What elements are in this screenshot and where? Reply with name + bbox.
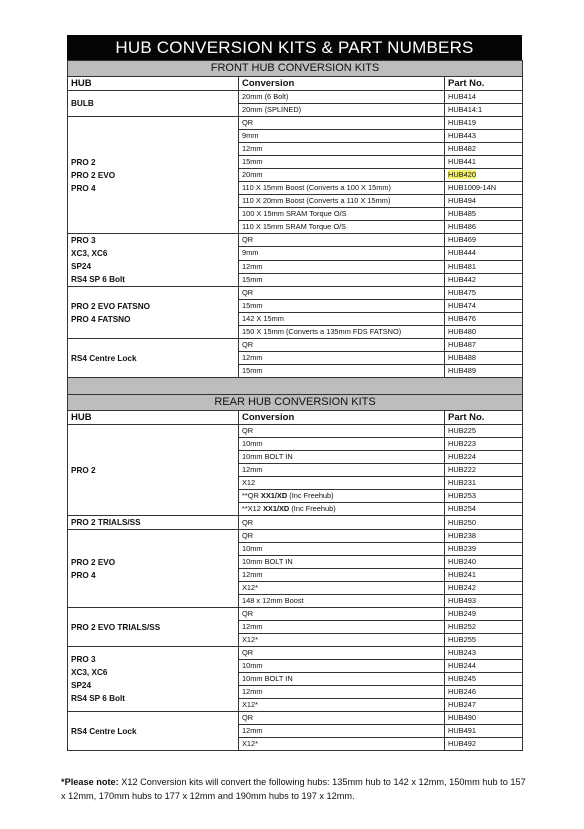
conversion-cell: 142 X 15mm	[239, 313, 445, 326]
conversion-cell: 110 X 15mm Boost (Converts a 100 X 15mm)	[239, 182, 445, 195]
part-number-cell: HUB222	[445, 464, 523, 477]
hub-name-cell	[68, 339, 239, 378]
part-number-cell: HUB254	[445, 503, 523, 516]
conversion-cell: X12*	[239, 738, 445, 751]
conversion-cell: 148 x 12mm Boost	[239, 595, 445, 608]
part-number-cell: HUB255	[445, 634, 523, 647]
part-number-cell: HUB476	[445, 313, 523, 326]
part-number-cell: HUB482	[445, 143, 523, 156]
conversion-cell: QR	[239, 287, 445, 300]
conversion-cell: QR	[239, 234, 445, 247]
conversion-cell: 15mm	[239, 300, 445, 313]
conversion-cell: X12*	[239, 634, 445, 647]
hub-name: PRO 2	[71, 465, 96, 475]
hub-name: PRO 2 EVO	[71, 170, 116, 180]
footnote-text: X12 Conversion kits will convert the following hubs: 135mm hub to 142 x 12mm, 150mm hub to 157 x 12mm, 170mm hubs to 177 x 12mm and 190mm hubs to 197 x 12mm.	[61, 777, 526, 801]
conversion-cell: 20mm	[239, 169, 445, 182]
part-number-cell: HUB492	[445, 738, 523, 751]
conversion-cell: 10mm BOLT IN	[239, 556, 445, 569]
part-number-cell: HUB241	[445, 569, 523, 582]
table-row	[68, 425, 523, 438]
table-row	[68, 287, 523, 300]
hub-name: XC3, XC6	[71, 249, 108, 258]
hub-name-cell	[68, 91, 239, 117]
hub-name-cell	[68, 530, 239, 608]
part-number-cell: HUB414	[445, 91, 523, 104]
part-number-cell: HUB491	[445, 725, 523, 738]
part-number-cell: HUB250	[445, 516, 523, 530]
part-number-cell: HUB490	[445, 712, 523, 725]
rear-col-hub: HUB	[68, 411, 239, 425]
conversion-cell: 110 X 20mm Boost (Converts a 110 X 15mm)	[239, 195, 445, 208]
footnote	[61, 775, 531, 803]
part-number-cell: HUB243	[445, 647, 523, 660]
hub-name: PRO 4 FATSNO	[71, 314, 131, 324]
part-number-cell: HUB475	[445, 287, 523, 300]
footnote-label: *Please note:	[61, 777, 119, 787]
rear-col-part-no: Part No.	[445, 411, 523, 425]
highlighted-part-number: HUB420	[448, 170, 476, 179]
conversion-cell: 12mm	[239, 569, 445, 582]
table-row	[68, 117, 523, 130]
bold-fragment: XX1/XD	[262, 504, 290, 513]
conversion-cell: 9mm	[239, 247, 445, 260]
part-number-cell: HUB225	[445, 425, 523, 438]
conversion-cell: 10mm	[239, 660, 445, 673]
hub-name: RS4 SP 6 Bolt	[71, 694, 125, 703]
conversion-cell: 100 X 15mm SRAM Torque O/S	[239, 208, 445, 221]
part-number-cell: HUB485	[445, 208, 523, 221]
part-number-cell: HUB252	[445, 621, 523, 634]
table-row	[68, 608, 523, 621]
front-col-hub: HUB	[68, 77, 239, 91]
conversion-cell: 110 X 15mm SRAM Torque O/S	[239, 221, 445, 234]
conversion-cell: QR	[239, 608, 445, 621]
conversion-cell: 10mm BOLT IN	[239, 451, 445, 464]
conversion-cell: **X12 XX1/XD (Inc Freehub)	[239, 503, 445, 516]
hub-name: PRO 4	[71, 183, 96, 193]
part-number-cell: HUB486	[445, 221, 523, 234]
conversion-cell: X12*	[239, 582, 445, 595]
hub-name: XC3, XC6	[71, 668, 108, 677]
conversion-cell: X12	[239, 477, 445, 490]
hub-name: RS4 SP 6 Bolt	[71, 275, 125, 284]
hub-name-cell	[68, 234, 239, 287]
conversion-cell: QR	[239, 647, 445, 660]
hub-name: SP24	[71, 681, 92, 690]
hub-name-cell	[68, 608, 239, 647]
part-number-cell: HUB238	[445, 530, 523, 543]
part-number-cell: HUB414:1	[445, 104, 523, 117]
hub-name-cell	[68, 647, 239, 712]
hub-name-cell	[68, 287, 239, 339]
conversion-cell: 12mm	[239, 686, 445, 699]
conversion-cell: 12mm	[239, 725, 445, 738]
part-number-cell: HUB481	[445, 260, 523, 273]
hub-name: PRO 3	[71, 655, 96, 664]
hub-name: RS4 Centre Lock	[71, 353, 137, 363]
hub-name: RS4 Centre Lock	[71, 726, 137, 736]
part-number-cell: HUB246	[445, 686, 523, 699]
conversion-cell: QR	[239, 712, 445, 725]
conversion-cell: QR	[239, 339, 445, 352]
hub-name-cell	[68, 425, 239, 516]
hub-name: PRO 2 EVO FATSNO	[71, 301, 151, 311]
rear-section-heading: REAR HUB CONVERSION KITS	[68, 395, 523, 411]
conversion-cell: 10mm	[239, 543, 445, 556]
hub-name-cell	[68, 516, 239, 530]
conversion-cell: 15mm	[239, 156, 445, 169]
part-number-cell: HUB493	[445, 595, 523, 608]
part-number-cell: HUB474	[445, 300, 523, 313]
front-section	[68, 61, 523, 378]
part-number-cell: HUB488	[445, 352, 523, 365]
part-number-cell	[445, 169, 523, 182]
conversion-cell: 10mm BOLT IN	[239, 673, 445, 686]
front-col-conversion: Conversion	[239, 77, 445, 91]
front-col-part-no: Part No.	[445, 77, 523, 91]
hub-name: PRO 2 TRIALS/SS	[71, 518, 141, 527]
table-row	[68, 712, 523, 725]
section-spacer	[68, 378, 523, 395]
part-number-cell: HUB444	[445, 247, 523, 260]
table-row	[68, 339, 523, 352]
hub-name: PRO 4	[71, 570, 96, 580]
conversion-cell: 20mm (SPLINED)	[239, 104, 445, 117]
hub-name-cell	[68, 712, 239, 751]
part-number-cell: HUB242	[445, 582, 523, 595]
conversion-cell: 12mm	[239, 464, 445, 477]
conversion-cell: QR	[239, 425, 445, 438]
part-number-cell: HUB443	[445, 130, 523, 143]
part-number-cell: HUB441	[445, 156, 523, 169]
conversion-cell: 10mm	[239, 438, 445, 451]
hub-name-cell	[68, 117, 239, 234]
part-number-cell: HUB489	[445, 365, 523, 378]
table-row	[68, 234, 523, 247]
hub-name: PRO 3	[71, 236, 96, 245]
part-number-cell: HUB419	[445, 117, 523, 130]
hub-name: PRO 2	[71, 157, 96, 167]
bold-fragment: XX1/XD	[260, 491, 288, 500]
part-number-cell: HUB469	[445, 234, 523, 247]
conversion-cell: 12mm	[239, 621, 445, 634]
front-section-heading: FRONT HUB CONVERSION KITS	[68, 61, 523, 77]
part-number-cell: HUB494	[445, 195, 523, 208]
part-number-cell: HUB224	[445, 451, 523, 464]
hub-name: PRO 2 EVO	[71, 557, 116, 567]
part-number-cell: HUB1009-14N	[445, 182, 523, 195]
part-number-cell: HUB239	[445, 543, 523, 556]
hub-name: BULB	[71, 99, 94, 108]
conversion-cell: 12mm	[239, 260, 445, 273]
rear-col-conversion: Conversion	[239, 411, 445, 425]
part-number-cell: HUB253	[445, 490, 523, 503]
conversion-cell: 15mm	[239, 273, 445, 286]
table-row	[68, 91, 523, 104]
table-row	[68, 530, 523, 543]
spacer-cell	[68, 378, 523, 395]
part-number-cell: HUB480	[445, 326, 523, 339]
conversion-table	[67, 60, 523, 751]
conversion-cell: 12mm	[239, 352, 445, 365]
conversion-cell: X12*	[239, 699, 445, 712]
conversion-cell: 15mm	[239, 365, 445, 378]
part-number-cell: HUB245	[445, 673, 523, 686]
part-number-cell: HUB231	[445, 477, 523, 490]
part-number-cell: HUB487	[445, 339, 523, 352]
part-number-cell: HUB247	[445, 699, 523, 712]
table-row	[68, 647, 523, 660]
hub-conversion-sheet	[67, 35, 522, 751]
conversion-cell: 9mm	[239, 130, 445, 143]
part-number-cell: HUB442	[445, 273, 523, 286]
conversion-cell: QR	[239, 530, 445, 543]
page-title: HUB CONVERSION KITS & PART NUMBERS	[67, 35, 522, 60]
table-row	[68, 516, 523, 530]
part-number-cell: HUB249	[445, 608, 523, 621]
hub-name: SP24	[71, 262, 92, 271]
rear-section	[68, 395, 523, 751]
conversion-cell: 150 X 15mm (Converts a 135mm FDS FATSNO)	[239, 326, 445, 339]
conversion-cell: 12mm	[239, 143, 445, 156]
part-number-cell: HUB240	[445, 556, 523, 569]
conversion-cell: **QR XX1/XD (Inc Freehub)	[239, 490, 445, 503]
part-number-cell: HUB244	[445, 660, 523, 673]
conversion-cell: QR	[239, 117, 445, 130]
conversion-cell: 20mm (6 Bolt)	[239, 91, 445, 104]
hub-name: PRO 2 EVO TRIALS/SS	[71, 622, 161, 632]
part-number-cell: HUB223	[445, 438, 523, 451]
conversion-cell: QR	[239, 516, 445, 530]
